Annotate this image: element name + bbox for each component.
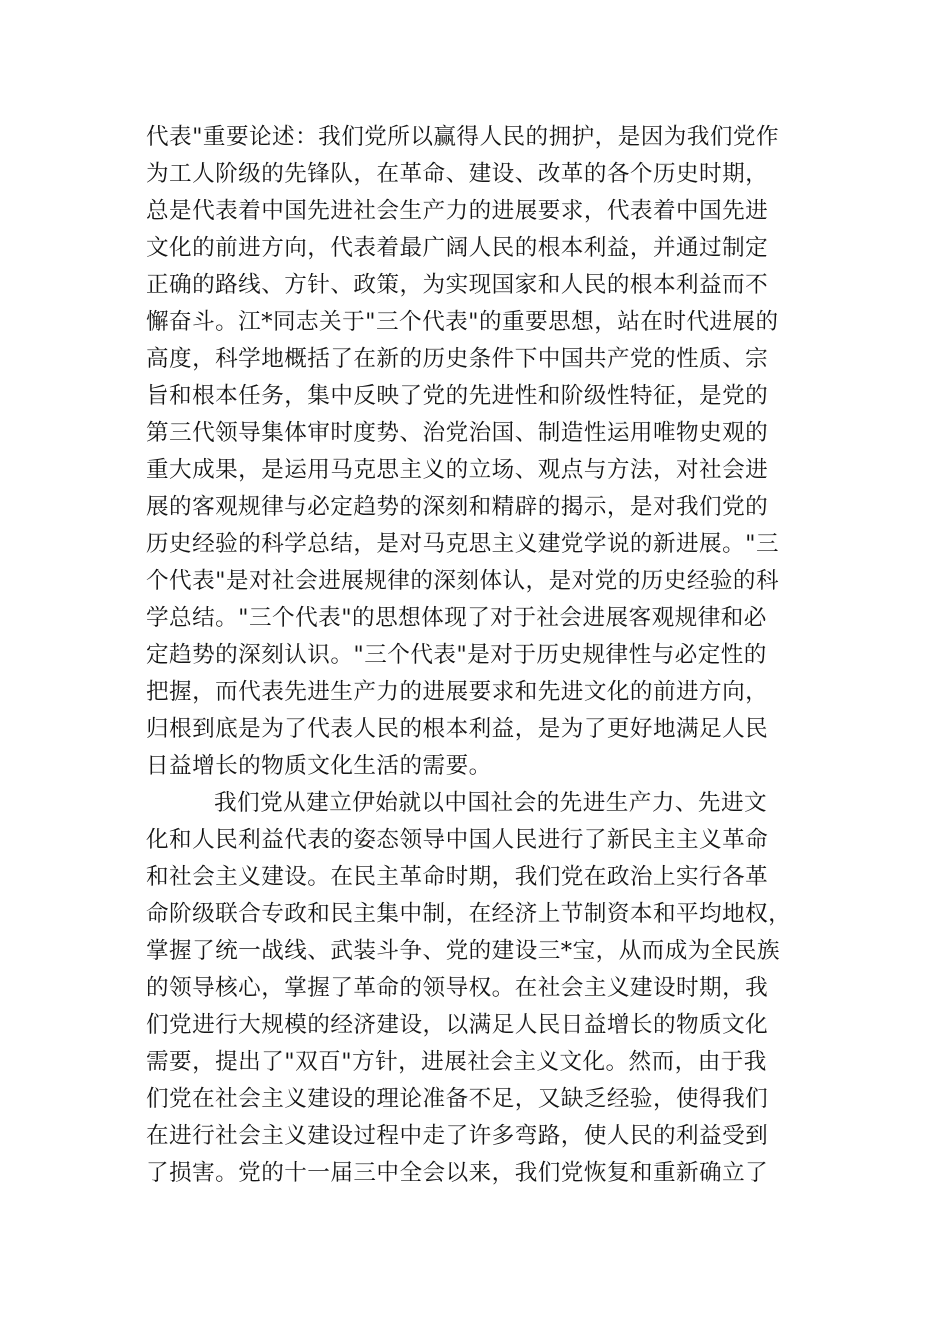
text-line: 命阶级联合专政和民主集中制，在经济上节制资本和平均地权， (146, 901, 792, 927)
text-line: 们党在社会主义建设的理论准备不足，又缺乏经验，使得我们 (146, 1086, 769, 1112)
text-line: 展的客观规律与必定趋势的深刻和精辟的揭示，是对我们党的 (146, 494, 769, 520)
text-line: 代表"重要论述：我们党所以赢得人民的拥护，是因为我们党作 (146, 124, 780, 150)
text-line: 们党进行大规模的经济建设，以满足人民日益增长的物质文化 (146, 1012, 769, 1038)
text-line: 为工人阶级的先锋队，在革命、建设、改革的各个历史时期， (146, 161, 769, 187)
text-line: 掌握了统一战线、武装斗争、党的建设三*宝，从而成为全民族 (146, 938, 780, 964)
text-line: 在进行社会主义建设过程中走了许多弯路，使人民的利益受到 (146, 1123, 769, 1149)
text-line: 文化的前进方向，代表着最广阔人民的根本利益，并通过制定 (146, 235, 769, 261)
text-line: 日益增长的物质文化生活的需要。 (146, 753, 492, 779)
text-line: 定趋势的深刻认识。"三个代表"是对于历史规律性与必定性的 (146, 642, 767, 668)
text-line: 的领导核心，掌握了革命的领导权。在社会主义建设时期，我 (146, 975, 769, 1001)
text-line: 化和人民利益代表的姿态领导中国人民进行了新民主主义革命 (146, 827, 769, 853)
text-line: 把握，而代表先进生产力的进展要求和先进文化的前进方向， (146, 679, 769, 705)
text-line: 重大成果，是运用马克思主义的立场、观点与方法，对社会进 (146, 457, 769, 483)
text-line: 了损害。党的十一届三中全会以来，我们党恢复和重新确立了 (146, 1160, 769, 1186)
text-line: 和社会主义建设。在民主革命时期，我们党在政治上实行各革 (146, 864, 769, 890)
text-line: 旨和根本任务，集中反映了党的先进性和阶级性特征，是党的 (146, 383, 769, 409)
text-line: 懈奋斗。江*同志关于"三个代表"的重要思想，站在时代进展的 (146, 309, 779, 335)
text-line-indented: 我们党从建立伊始就以中国社会的先进生产力、先进文 (214, 790, 768, 816)
text-line: 第三代领导集体审时度势、治党治国、制造性运用唯物史观的 (146, 420, 769, 446)
text-line: 历史经验的科学总结，是对马克思主义建党学说的新进展。"三 (146, 531, 780, 557)
text-line: 正确的路线、方针、政策，为实现国家和人民的根本利益而不 (146, 272, 769, 298)
text-line: 归根到底是为了代表人民的根本利益，是为了更好地满足人民 (146, 716, 769, 742)
text-line: 个代表"是对社会进展规律的深刻体认，是对党的历史经验的科 (146, 568, 780, 594)
text-line: 学总结。"三个代表"的思想体现了对于社会进展客观规律和必 (146, 605, 767, 631)
text-line: 高度，科学地概括了在新的历史条件下中国共产党的性质、宗 (146, 346, 769, 372)
text-line: 需要，提出了"双百"方针，进展社会主义文化。然而，由于我 (146, 1049, 767, 1075)
text-line: 总是代表着中国先进社会生产力的进展要求，代表着中国先进 (146, 198, 769, 224)
